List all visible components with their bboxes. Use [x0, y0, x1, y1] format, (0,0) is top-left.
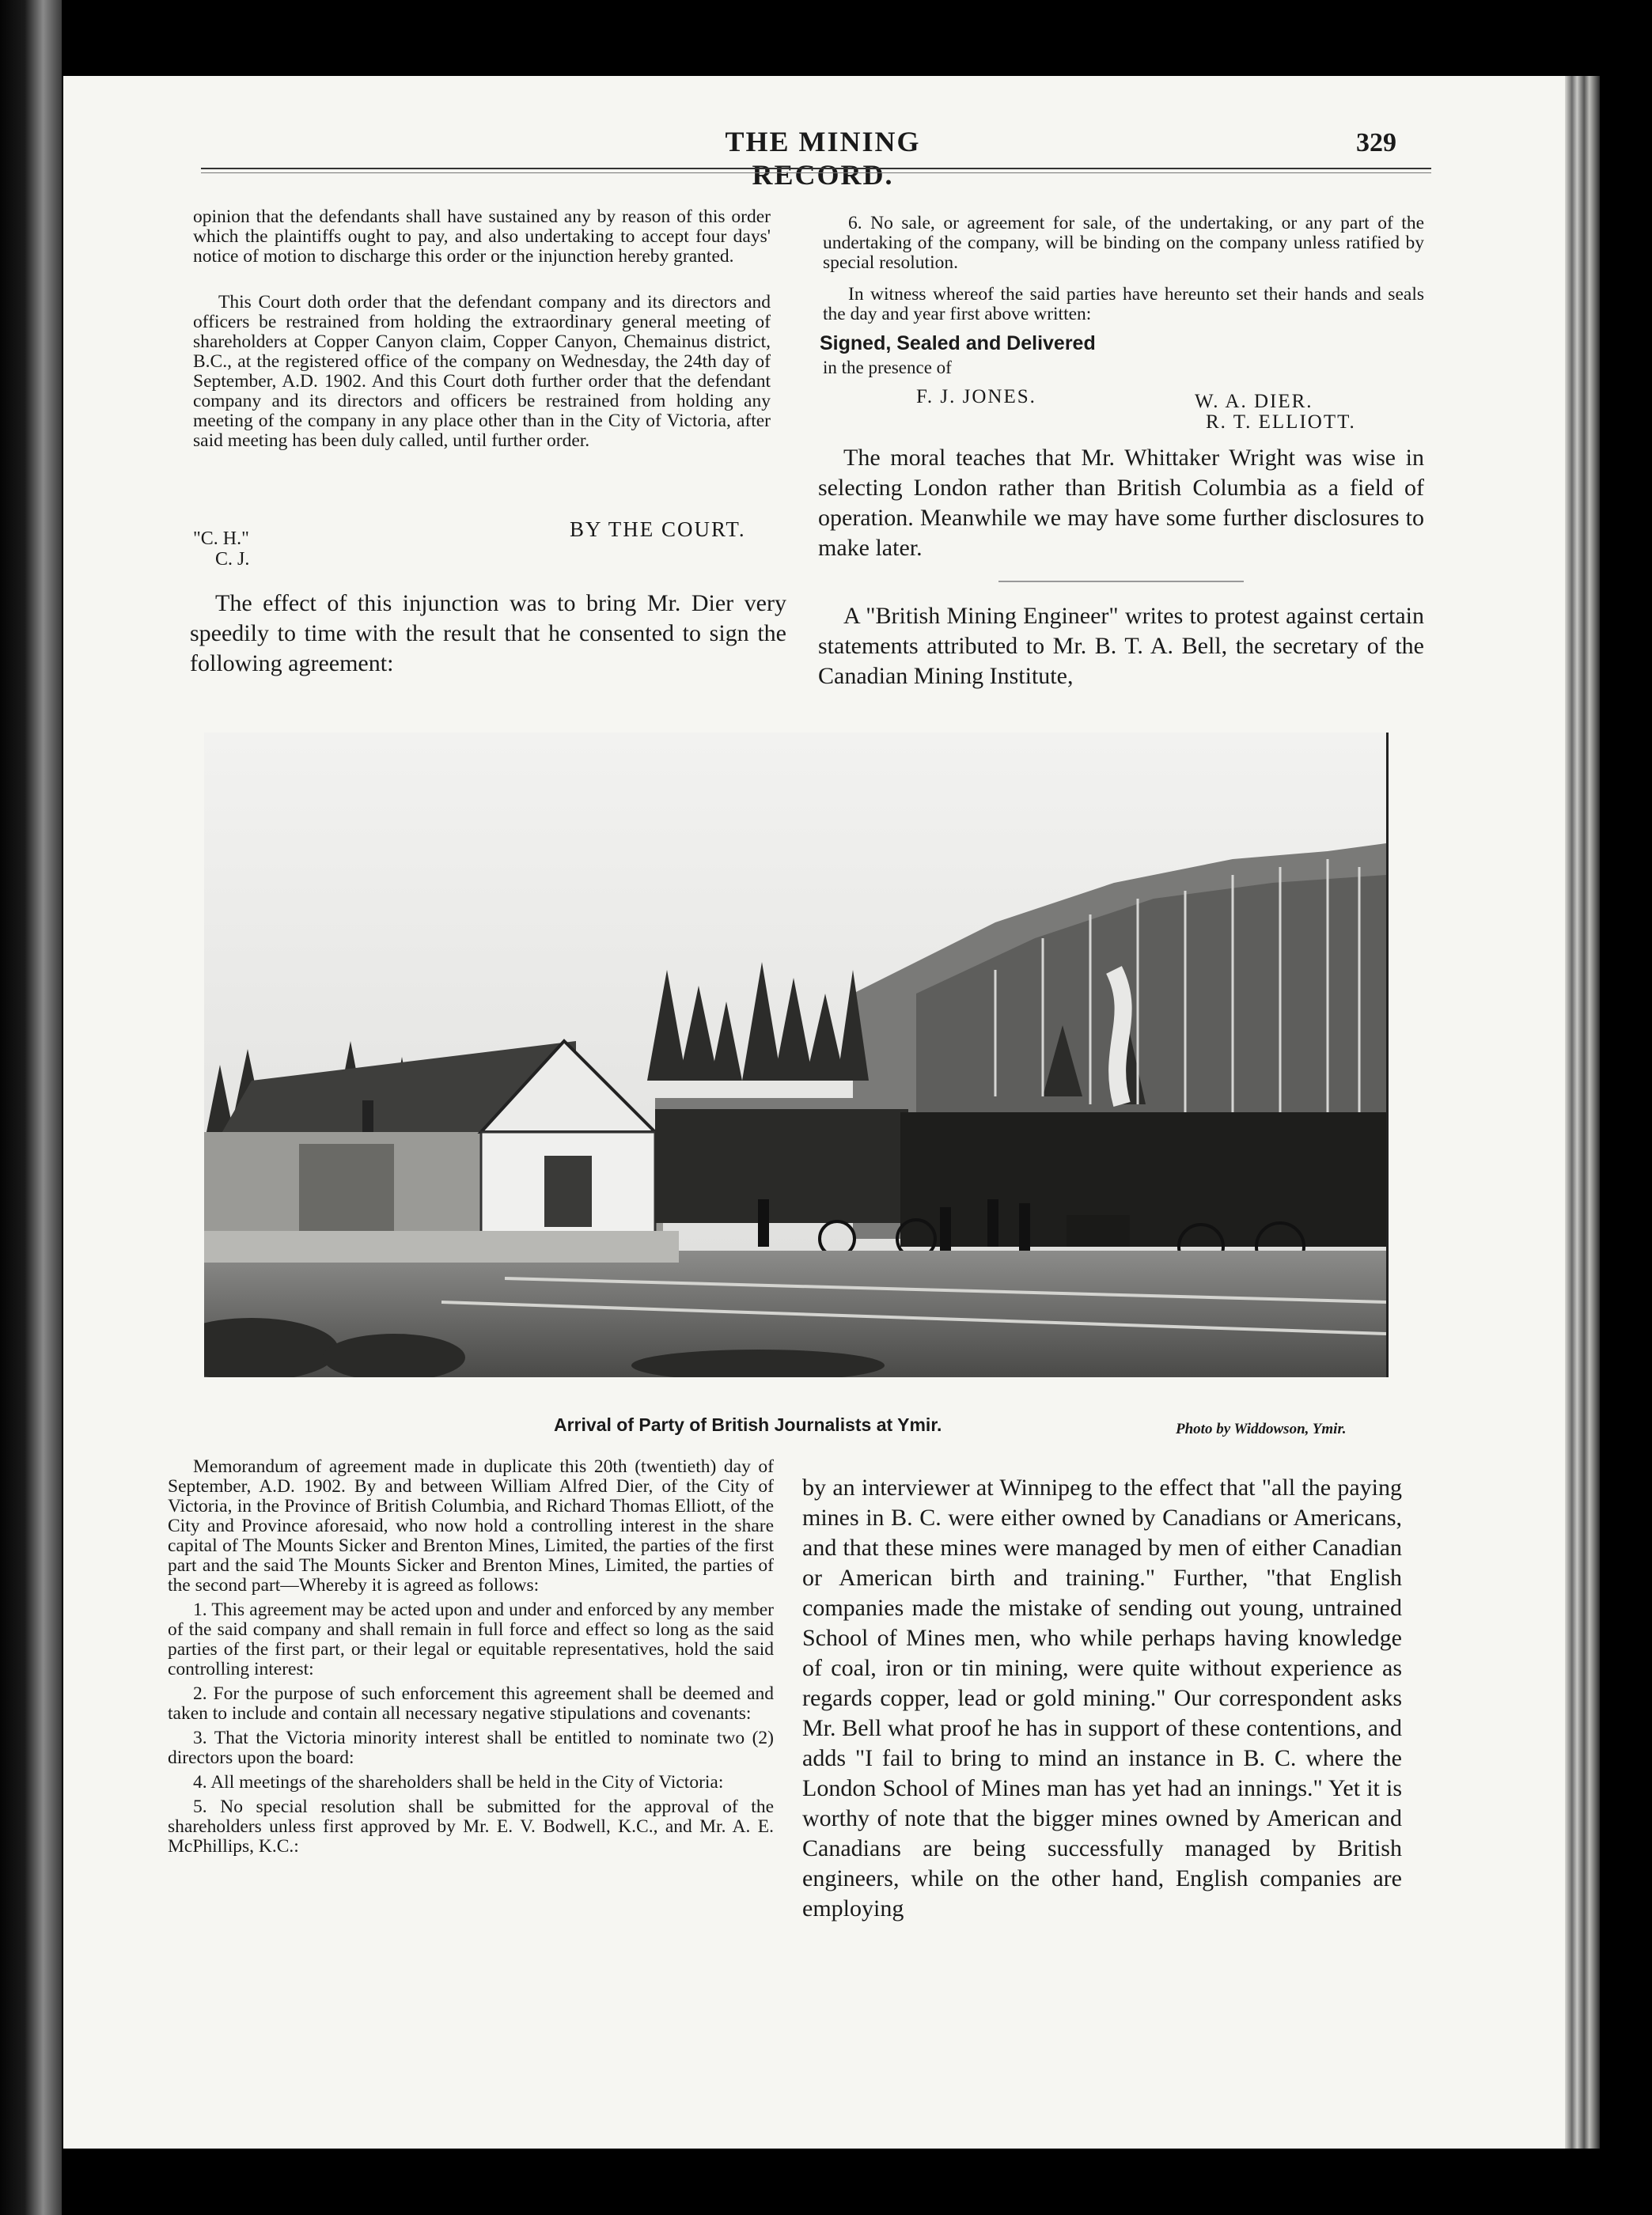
station-photograph-drawing: [204, 733, 1386, 1377]
british-engineer-paragraph: A "British Mining Engineer" writes to protest against certain statements attributed to Mr. B. T. A. Bell, the secretary of the Canadian Mining Institute,: [818, 603, 1424, 689]
header-rule: [201, 168, 1431, 169]
signature-jones: F. J. JONES.: [916, 386, 1036, 407]
signature-title: C. J.: [215, 549, 250, 570]
presence-line: in the presence of: [823, 358, 952, 377]
agreement-item-6: 6. No sale, or agreement for sale, of the undertaking, or any part of the undertaking of the company, will be binding on the company unless ratified by special resolution.: [823, 213, 1424, 273]
signed-sealed-delivered: Signed, Sealed and Delivered: [820, 332, 1096, 354]
book-fore-edge: [1565, 76, 1600, 2149]
signature-elliott: R. T. ELLIOTT.: [1206, 411, 1356, 433]
agreement-item-4: 4. All meetings of the shareholders shall be held in the City of Victoria:: [193, 1772, 724, 1793]
running-head: THE MINING RECORD.: [725, 126, 921, 191]
signature-initials: "C. H.": [193, 528, 249, 549]
witness-clause: In witness whereof the said parties have hereunto set their hands and seals the day and year first above written:: [823, 284, 1424, 324]
agreement-item-3: 3. That the Victoria minority interest shall be entitled to nominate two (2) directors upon the board:: [168, 1728, 774, 1768]
station-photograph: [204, 733, 1389, 1377]
photo-credit: Photo by Widdowson, Ymir.: [1176, 1421, 1347, 1437]
by-the-court: BY THE COURT.: [570, 517, 746, 541]
left-page-edge: [0, 0, 62, 2215]
header-rule-thin: [201, 172, 1431, 173]
photo-caption: Arrival of Party of British Journalists at Ymir.: [554, 1414, 942, 1435]
order-paragraph-1: opinion that the defendants shall have sustained any by reason of this order which the plaintiffs ought to pay, and also undertaking to accept four days' notice of motion to discharge this order or the injunction hereby granted.: [193, 206, 771, 267]
agreement-item-2: 2. For the purpose of such enforcement this agreement shall be deemed and taken to include and contain all necessary negative stipulations and covenants:: [168, 1683, 774, 1724]
memorandum-paragraph: Memorandum of agreement made in duplicate this 20th (twentieth) day of September, A.D. 1902. By and between William Alfred Dier, of the City of Victoria, in the Province of British Columbia, and Richard Thomas Elliott, of the City and Province aforesaid, who now hold a controlling interest in the share capital of The Mounts Sicker and Brenton Mines, Limited, the parties of the first part and the said The Mounts Sicker and Brenton Mines, Limited, the parties of the second part—Whereby it is agreed as follows:: [168, 1456, 774, 1596]
injunction-effect-paragraph: The effect of this injunction was to bring Mr. Dier very speedily to time with the result that he consented to sign the following agreement:: [190, 590, 786, 676]
agreement-item-5: 5. No special resolution shall be submitted for the approval of the shareholders unless first approved by Mr. E. V. Bodwell, K.C., and Mr. A. E. McPhillips, K.C.:: [168, 1797, 774, 1857]
moral-paragraph: The moral teaches that Mr. Whittaker Wright was wise in selecting London rather than British Columbia as a field of operation. Meanwhile we may have some further disclosures to make later.: [818, 445, 1424, 561]
section-divider: [998, 581, 1244, 582]
order-paragraph-2: This Court doth order that the defendant company and its directors and officers be restrained from holding the extraordinary general meeting of shareholders at Copper Canyon claim, Copper Canyon, Chemainus district, B.C., at the registered office of the company on Wednesday, the 24th day of September, A.D. 1902. And this Court doth further order that the defendant company and its directors and officers be restrained from holding any meeting of the company in any place other than in the City of Victoria, after said meeting has been duly called, until further order.: [193, 292, 771, 451]
signature-dier: W. A. DIER.: [1195, 391, 1313, 412]
page-number: 329: [1356, 128, 1396, 157]
interview-paragraph: by an interviewer at Winnipeg to the effect that "all the paying mines in B. C. were either owned by Canadians or Americans, and that these mines were managed by men of either Canadian or American birth and training." Further, "that English companies made the mistake of sending out young, untrained School of Mines men, who while perhaps having knowledge of coal, iron or tin mining, were quite without experience as regards copper, lead or gold mining." Our correspondent asks Mr. Bell what proof he has in support of these contentions, and adds "I fail to bring to mind an instance in B. C. where the London School of Mines man has yet had an innings." Yet it is worthy of note that the bigger mines owned by American and Canadians are being successfully managed by British engineers, while on the other hand, English companies are employing: [802, 1475, 1402, 1922]
agreement-item-1: 1. This agreement may be acted upon and under and enforced by any member of the said company and shall remain in full force and effect so long as the said parties of the first part, or their legal or equitable representatives, hold the said controlling interest:: [168, 1600, 774, 1679]
scan-border: [63, 2149, 1600, 2215]
memorandum-section: [168, 1457, 774, 1861]
